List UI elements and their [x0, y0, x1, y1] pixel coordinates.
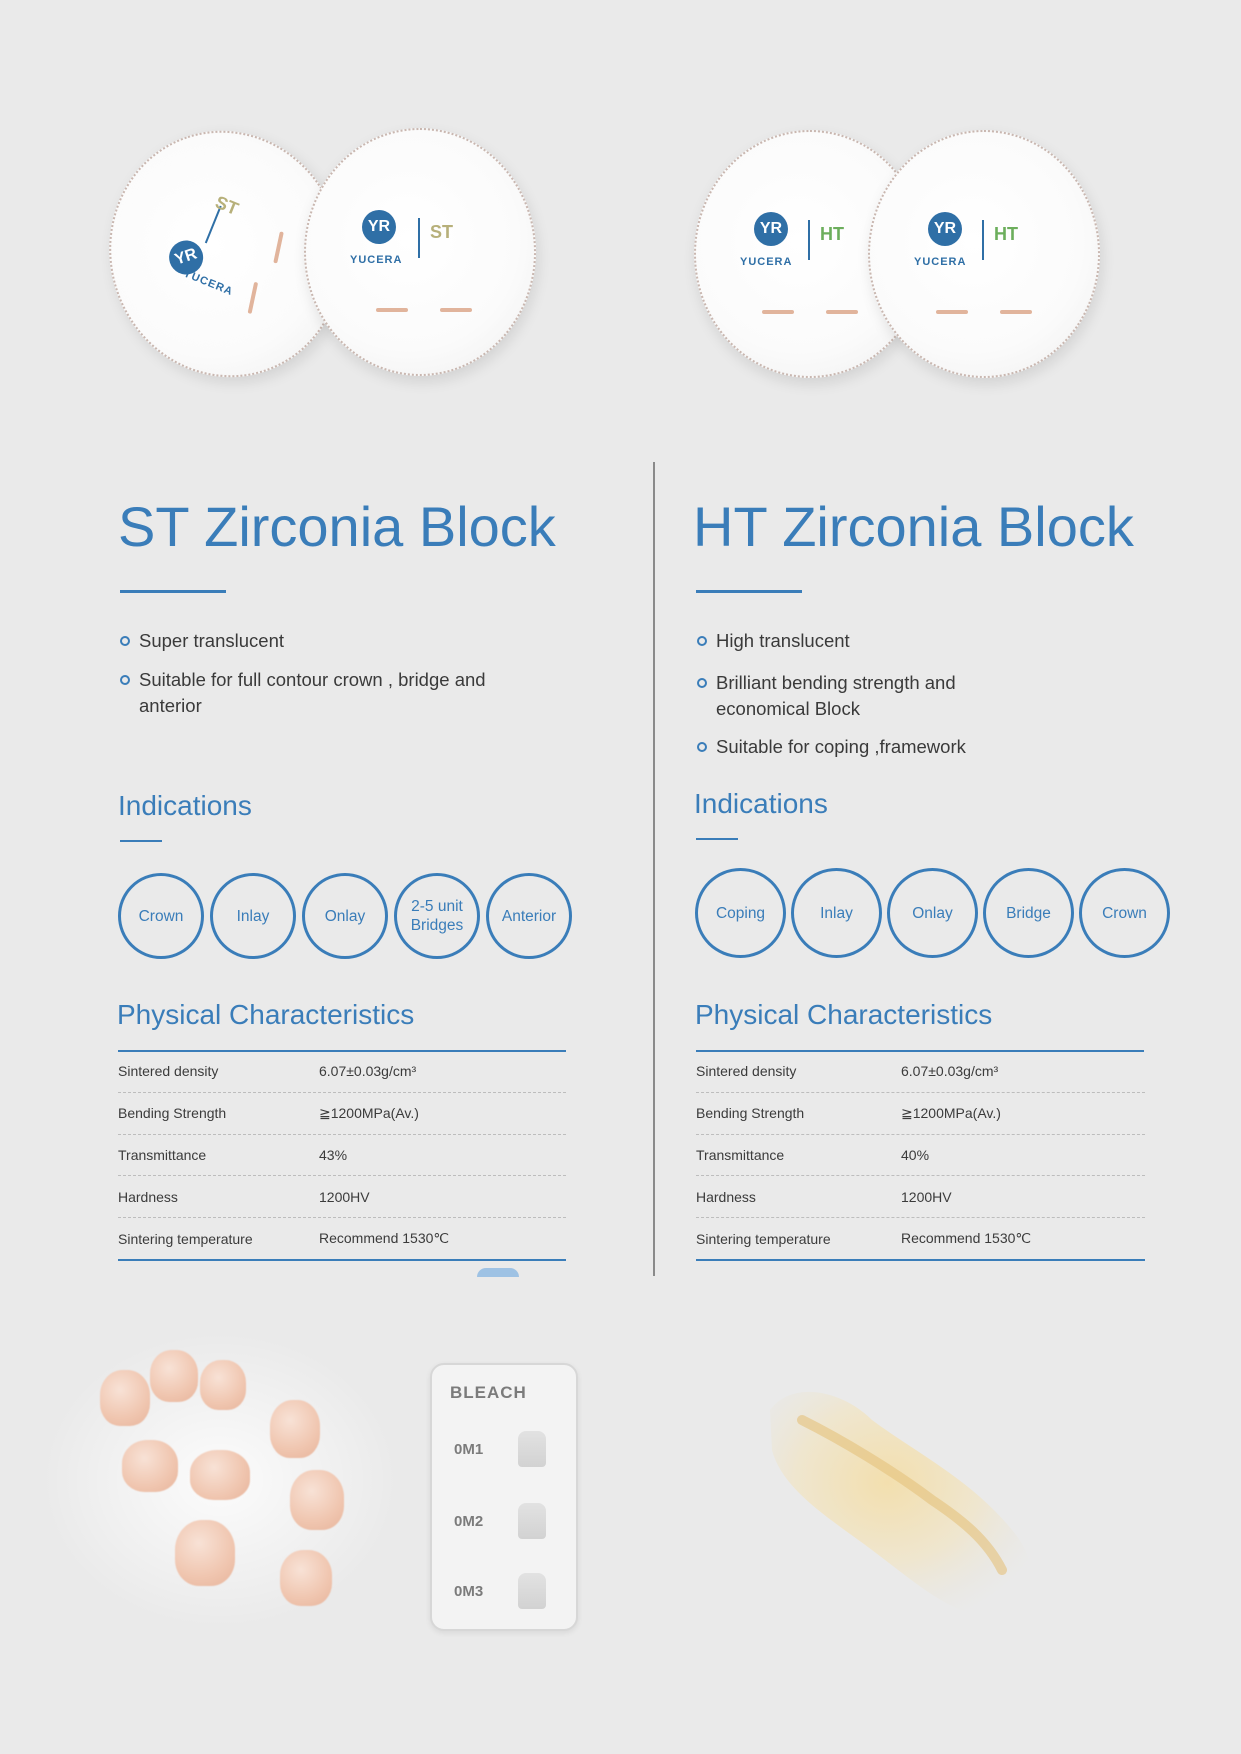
disc-grade-label: HT — [994, 224, 1018, 244]
crown-tooth-image — [175, 1520, 235, 1586]
zirconia-bridge-image — [762, 1380, 1047, 1630]
yucera-logo-icon: YR — [165, 236, 208, 279]
feature-item — [697, 628, 1027, 654]
spec-value: ≧1200MPa(Av.) — [319, 1104, 419, 1121]
crown-tooth-image — [150, 1350, 198, 1402]
indication-bridges: 2-5 unit Bridges — [394, 873, 480, 959]
st-indications-list — [118, 873, 572, 959]
table-row — [118, 1051, 566, 1093]
spec-value: 1200HV — [901, 1188, 952, 1205]
st-title: ST Zirconia Block — [118, 495, 556, 558]
indication-inlay: Inlay — [791, 868, 882, 958]
disc-divider-line — [982, 220, 984, 260]
disc-stripe — [826, 310, 858, 314]
st-physical-title: Physical Characteristics — [117, 999, 415, 1030]
shade-item-label: 0M3 — [454, 1583, 484, 1600]
spec-name: Sintered density — [696, 1063, 797, 1080]
st-indications-title: Indications — [118, 790, 252, 821]
disc-divider-line — [808, 220, 810, 260]
table-row — [696, 1218, 1145, 1261]
spec-value: Recommend 1530℃ — [319, 1230, 450, 1247]
spec-value: 1200HV — [319, 1188, 370, 1205]
crown-tooth-image — [270, 1400, 320, 1458]
indication-crown: Crown — [1079, 868, 1170, 958]
bullet-icon — [697, 742, 707, 752]
spec-value: Recommend 1530℃ — [901, 1230, 1032, 1247]
spec-name: Bending Strength — [118, 1105, 227, 1122]
table-row — [696, 1135, 1145, 1177]
feature-text: High translucent — [716, 630, 850, 651]
spec-value: 6.07±0.03g/cm³ — [319, 1063, 417, 1080]
shade-item-label: 0M1 — [454, 1441, 484, 1458]
feature-item — [697, 734, 1027, 760]
spec-value: 43% — [319, 1146, 348, 1163]
shade-card-title: BLEACH — [450, 1383, 527, 1402]
st-disc-front — [304, 128, 536, 376]
indication-bridge: Bridge — [983, 868, 1074, 958]
indication-onlay: Onlay — [887, 868, 978, 958]
ht-indications-title: Indications — [694, 788, 828, 819]
spec-name: Sintering temperature — [118, 1230, 253, 1247]
column-divider — [653, 462, 655, 1276]
indication-crown: Crown — [118, 873, 204, 959]
disc-stripe — [762, 310, 794, 314]
disc-brand-label: YUCERA — [350, 254, 403, 266]
ht-title: HT Zirconia Block — [693, 495, 1134, 558]
table-row — [696, 1051, 1145, 1093]
disc-stripe — [376, 308, 408, 312]
ht-title-underline — [696, 590, 802, 593]
feature-text: Super translucent — [139, 630, 285, 651]
indication-onlay: Onlay — [302, 873, 388, 959]
indication-coping: Coping — [695, 868, 786, 958]
crown-tooth-image — [290, 1470, 344, 1530]
bullet-icon — [120, 636, 130, 646]
crown-tooth-image — [280, 1550, 332, 1606]
table-row — [118, 1093, 566, 1135]
decorative-blob — [477, 1268, 519, 1277]
disc-brand-label: YUCERA — [914, 256, 967, 268]
spec-value: 6.07±0.03g/cm³ — [901, 1063, 999, 1080]
disc-grade-label: ST — [430, 222, 454, 242]
disc-stripe — [248, 282, 259, 314]
disc-brand-label: YUCERA — [181, 267, 235, 299]
disc-divider-line — [418, 218, 420, 258]
st-indications-underline — [120, 840, 162, 842]
ht-indications-underline — [696, 838, 738, 840]
spec-value: ≧1200MPa(Av.) — [901, 1104, 1001, 1121]
yucera-logo-icon: YR — [754, 212, 788, 246]
disc-stripe — [440, 308, 472, 312]
shade-tab — [518, 1503, 546, 1539]
spec-name: Transmittance — [696, 1146, 785, 1163]
ht-indications-list — [695, 868, 1170, 958]
yucera-logo-icon: YR — [928, 212, 962, 246]
disc-grade-label: HT — [820, 224, 844, 244]
st-spec-table — [118, 1051, 566, 1261]
ht-disc-front — [868, 130, 1100, 378]
shade-card — [430, 1363, 578, 1631]
feature-item — [120, 667, 500, 719]
disc-brand-label: YUCERA — [740, 256, 793, 268]
crowns-image — [40, 1330, 400, 1630]
table-row — [696, 1176, 1145, 1218]
bullet-icon — [697, 636, 707, 646]
table-row — [118, 1135, 566, 1177]
disc-grade-label: ST — [212, 191, 242, 220]
ht-spec-table — [696, 1051, 1145, 1261]
crown-tooth-image — [200, 1360, 246, 1410]
crown-tooth-image — [100, 1370, 150, 1426]
feature-item — [697, 670, 1027, 722]
table-row — [696, 1093, 1145, 1135]
table-row — [118, 1176, 566, 1218]
spec-value: 40% — [901, 1146, 930, 1163]
yucera-logo-icon: YR — [362, 210, 396, 244]
shade-item-label: 0M2 — [454, 1513, 484, 1530]
ht-feature-list — [697, 628, 1027, 760]
indication-inlay: Inlay — [210, 873, 296, 959]
indication-anterior: Anterior — [486, 873, 572, 959]
spec-name: Bending Strength — [696, 1105, 805, 1122]
shade-tab — [518, 1431, 546, 1467]
feature-item — [120, 628, 500, 654]
crown-tooth-image — [122, 1440, 178, 1492]
feature-text: Suitable for full contour crown , bridge and anterior — [139, 669, 486, 716]
spec-name: Sintering temperature — [696, 1230, 831, 1247]
feature-text: Suitable for coping ,framework — [716, 736, 966, 757]
spec-name: Hardness — [696, 1188, 756, 1205]
spec-name: Transmittance — [118, 1146, 207, 1163]
table-row — [118, 1218, 566, 1261]
spec-name: Sintered density — [118, 1063, 219, 1080]
feature-text: Brilliant bending strength and economical Block — [716, 672, 956, 719]
st-feature-list — [120, 628, 500, 719]
bullet-icon — [697, 678, 707, 688]
disc-stripe — [273, 231, 284, 263]
disc-stripe — [936, 310, 968, 314]
bullet-icon — [120, 675, 130, 685]
crown-tooth-image — [190, 1450, 250, 1500]
shade-tab — [518, 1573, 546, 1609]
spec-name: Hardness — [118, 1188, 178, 1205]
ht-physical-title: Physical Characteristics — [695, 999, 993, 1030]
disc-stripe — [1000, 310, 1032, 314]
st-title-underline — [120, 590, 226, 593]
